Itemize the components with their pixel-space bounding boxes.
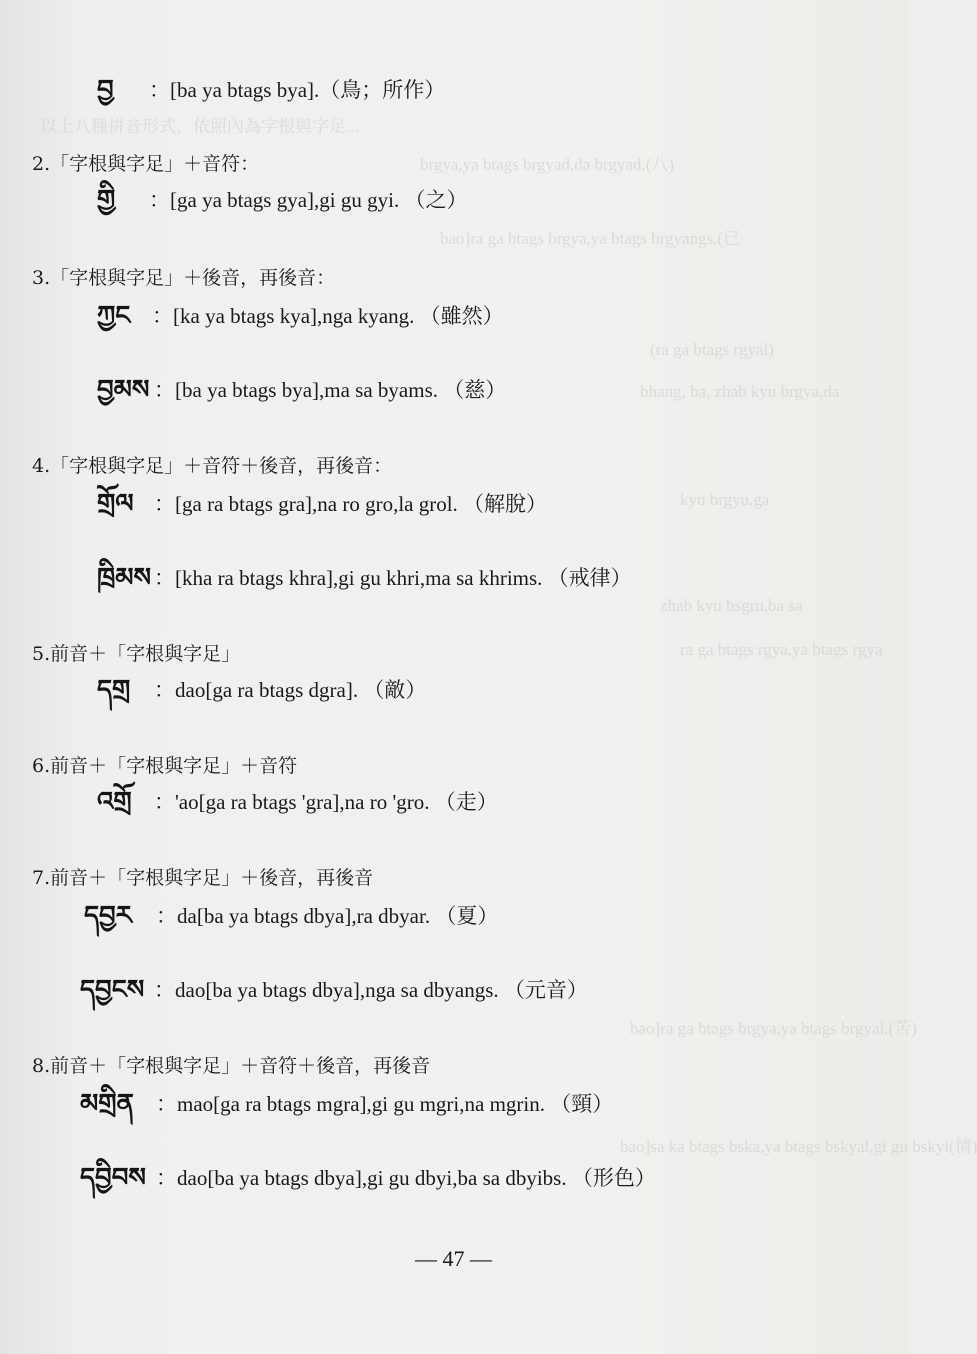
tibetan-syllable: མགྲིན: [80, 1089, 134, 1119]
tibetan-syllable: ཀྱང: [97, 301, 131, 331]
transliteration: ：'ao[ga ra btags 'gra],na ro 'gro. （走）: [154, 790, 498, 814]
entry-bya: [97, 72, 797, 112]
entry-kyang: [97, 298, 797, 338]
tibetan-syllable: ཁྲིམས: [97, 563, 152, 593]
transliteration: ：da[ba ya btags dbya],ra dbyar. （夏）: [156, 904, 499, 928]
entry-dgra: [97, 672, 797, 712]
bleed-through-text: bao]ra ga btags brgya,ya btags brgyangs.(已: [440, 229, 741, 248]
transliteration: ：[ba ya btags bya].（鳥；所作）: [149, 78, 446, 102]
transliteration: ：dao[ba ya btags dbya],gi gu dbyi,ba sa dbyibs. （形色）: [156, 1166, 656, 1190]
transliteration: ：[ka ya btags kya],nga kyang. （雖然）: [152, 304, 504, 328]
entry-dbyangs: [80, 972, 820, 1012]
transliteration: ：[kha ra btags khra],gi gu khri,ma sa khrims. （戒律）: [154, 566, 632, 590]
bleed-through-text: zhab kyu bsgru,ba sa: [660, 596, 803, 615]
bleed-through-text: bao]ra ga btags brgya,ya btags brgyal.(苦): [630, 1019, 917, 1038]
entry-grol: [97, 486, 797, 526]
entry-byams: [97, 372, 797, 412]
bleed-through-text: bhang, ba, zhab kyu brgya,da: [640, 382, 840, 401]
section-header-5: 5.前音＋「字根與字足」: [32, 643, 241, 665]
section-header-8: 8.前音＋「字根與字足」＋音符＋後音，再後音: [32, 1055, 431, 1077]
page-number: — 47 —: [415, 1246, 492, 1271]
entry-dbyibs: [80, 1160, 840, 1200]
entry-mgrin: [80, 1086, 820, 1126]
entry-khrims: [97, 560, 817, 600]
transliteration: ：dao[ba ya btags dbya],nga sa dbyangs. （元音）: [154, 978, 588, 1002]
tibetan-syllable: གྲོལ: [97, 489, 134, 519]
tibetan-syllable: དབྱར: [84, 901, 132, 931]
section-header-6: 6.前音＋「字根與字足」＋音符: [32, 755, 298, 777]
section-header-2: 2.「字根與字足」＋音符：: [32, 153, 260, 175]
bleed-through-text: 以上八種拼音形式，依照內為字根與字足...: [40, 117, 359, 136]
section-header-4: 4.「字根與字足」＋音符＋後音，再後音：: [32, 455, 393, 477]
transliteration: ：dao[ga ra btags dgra]. （敵）: [154, 678, 427, 702]
tibetan-syllable: དབྱངས: [80, 975, 145, 1005]
bleed-through-text: ra ga btags rgya,ya btags rgya: [680, 640, 883, 659]
bleed-through-text: brgya,ya btags brgyad,da brgyad.(八): [420, 155, 674, 174]
entry-gyi: [97, 182, 797, 222]
bleed-through-text: bao]sa ka btags bska,ya btags bskyal,gi gu bskyi(情): [620, 1137, 977, 1156]
bleed-through-text: kyu brgyu,ga: [680, 490, 770, 509]
bleed-through-text: (ra ga btags rgyal): [650, 340, 774, 359]
tibetan-syllable: བྱམས: [97, 375, 150, 405]
transliteration: ：[ga ra btags gra],na ro gro,la grol. （解脫）: [154, 492, 548, 516]
tibetan-syllable: དབྱིབས: [80, 1163, 146, 1193]
transliteration: ：[ba ya btags bya],ma sa byams. （慈）: [154, 378, 507, 402]
section-header-3: 3.「字根與字足」＋後音，再後音：: [32, 267, 336, 289]
section-header-7: 7.前音＋「字根與字足」＋後音，再後音: [32, 867, 374, 889]
tibetan-syllable: འགྲོ: [97, 787, 132, 817]
transliteration: ：[ga ya btags gya],gi gu gyi. （之）: [149, 188, 468, 212]
tibetan-syllable: དགྲ: [97, 675, 131, 705]
tibetan-syllable: གྱི: [97, 185, 116, 215]
tibetan-syllable: བྱ: [97, 75, 114, 105]
entry-dbyar: [84, 898, 804, 938]
entry-gro: [97, 784, 797, 824]
transliteration: ：mao[ga ra btags mgra],gi gu mgri,na mgrin. （頸）: [156, 1092, 614, 1116]
